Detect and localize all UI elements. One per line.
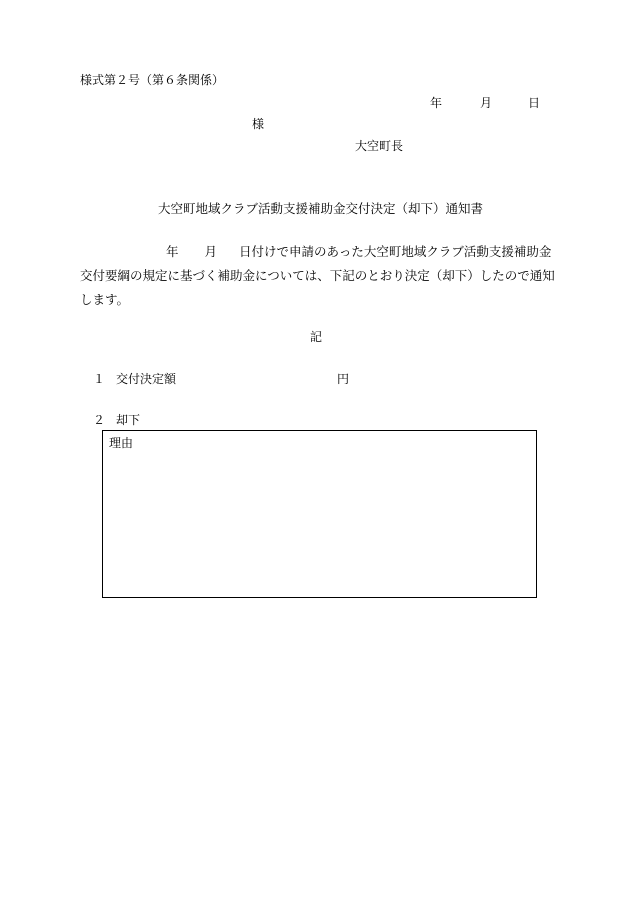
date-month-label: 月 bbox=[480, 96, 493, 110]
item-1-label: 交付決定額 bbox=[116, 372, 177, 386]
recipient-suffix: 様 bbox=[252, 117, 265, 131]
reason-box bbox=[102, 430, 537, 598]
body-line-1-text: 日付けで申請のあった大空町地域クラブ活動支援補助金 bbox=[239, 244, 552, 259]
document-title: 大空町地域クラブ活動支援補助金交付決定（却下）通知書 bbox=[158, 201, 484, 216]
item-1-unit: 円 bbox=[337, 372, 350, 386]
body-line-3: します。 bbox=[80, 292, 130, 307]
item-2-number: ２ bbox=[93, 413, 106, 427]
ki-heading: 記 bbox=[310, 330, 323, 344]
issuer-name: 大空町長 bbox=[355, 139, 404, 153]
body-year-label: 年 bbox=[166, 244, 179, 259]
date-year-label: 年 bbox=[430, 96, 443, 110]
item-1-number: １ bbox=[93, 372, 106, 386]
body-line-2: 交付要綱の規定に基づく補助金については、下記のとおり決定（却下）したので通知 bbox=[80, 268, 555, 283]
body-paragraph bbox=[80, 240, 560, 312]
form-number: 様式第２号（第６条関係） bbox=[80, 73, 225, 87]
body-line-1 bbox=[80, 240, 560, 264]
item-2-label: 却下 bbox=[116, 413, 141, 427]
body-month-label: 月 bbox=[204, 244, 218, 259]
reason-label: 理由 bbox=[109, 436, 134, 450]
date-day-label: 日 bbox=[528, 96, 541, 110]
